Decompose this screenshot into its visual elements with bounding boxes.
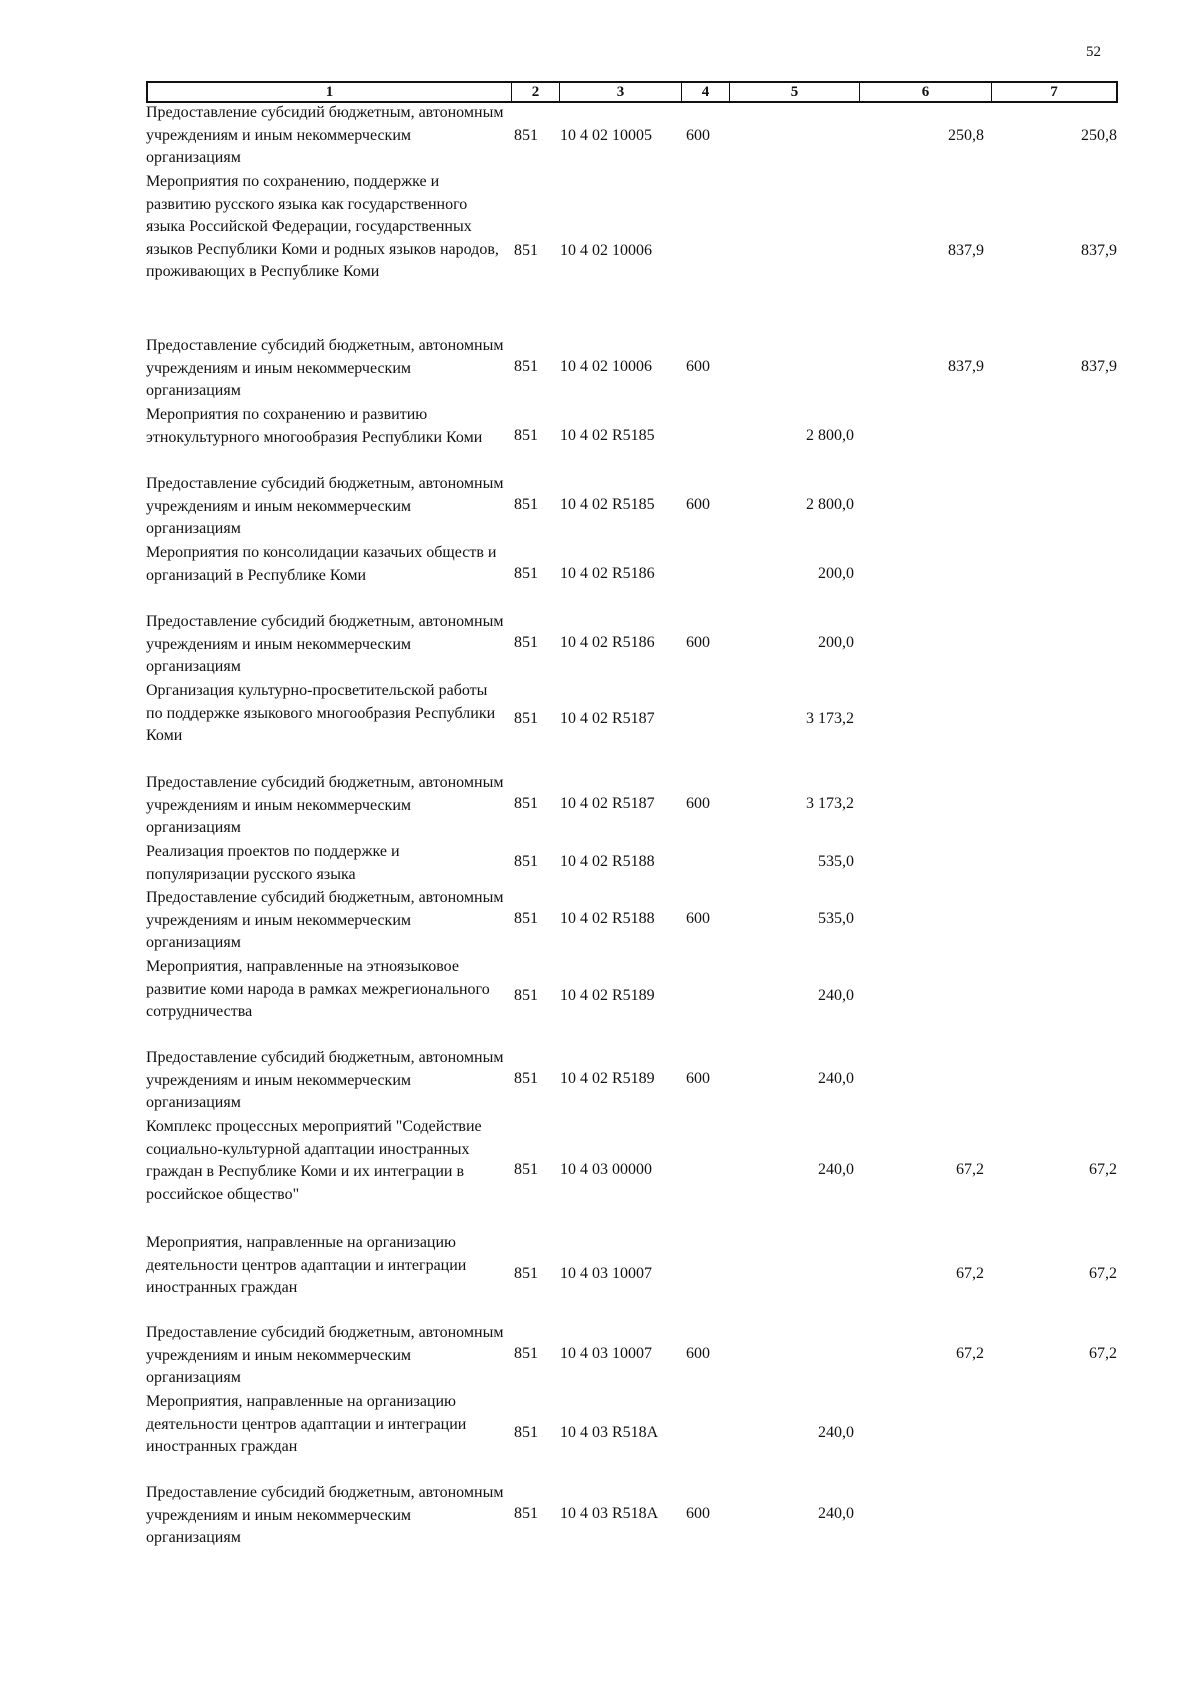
row-col-3: 10 4 03 10007 [560, 1345, 652, 1362]
row-col-7: 250,8 [1081, 127, 1117, 144]
row-col-3: 10 4 03 00000 [560, 1161, 652, 1178]
row-col-7: 837,9 [1081, 242, 1117, 259]
row-col-2: 851 [514, 242, 538, 259]
row-name: Предоставление субсидий бюджетным, автономным учреждениям и иным некоммерческим организациям [146, 104, 504, 166]
row-name: Мероприятия, направленные на организацию деятельности центров адаптации и интеграции иностранных граждан [146, 1234, 467, 1296]
row-col-2: 851 [514, 1161, 538, 1178]
row-name: Предоставление субсидий бюджетным, автономным учреждениям и иным некоммерческим организациям [146, 475, 504, 537]
page-number: 52 [1086, 44, 1101, 60]
row-col-2: 851 [514, 1505, 538, 1522]
row-col-4: 600 [686, 496, 710, 513]
row-col-2: 851 [514, 795, 538, 812]
row-col-3: 10 4 02 R5187 [560, 710, 655, 727]
row-col-6: 250,8 [948, 127, 984, 144]
row-col-4: 600 [686, 910, 710, 927]
row-name: Мероприятия по консолидации казачьих обществ и организаций в Республике Коми [146, 544, 497, 584]
row-col-3: 10 4 02 R5185 [560, 427, 655, 444]
row-name: Мероприятия, направленные на организацию деятельности центров адаптации и интеграции иностранных граждан [146, 1393, 467, 1455]
header-col-7: 7 [1050, 84, 1058, 100]
row-col-3: 10 4 02 10005 [560, 127, 652, 144]
row-col-3: 10 4 02 R5189 [560, 987, 655, 1004]
row-col-2: 851 [514, 358, 538, 375]
row-col-3: 10 4 03 10007 [560, 1265, 652, 1282]
row-col-3: 10 4 02 10006 [560, 358, 652, 375]
row-col-2: 851 [514, 427, 538, 444]
row-col-5: 3 173,2 [806, 710, 854, 727]
header-col-2: 2 [512, 83, 560, 101]
row-col-2: 851 [514, 853, 538, 870]
row-col-4: 600 [686, 1345, 710, 1362]
header-col-4: 4 [682, 83, 730, 101]
row-col-4: 600 [686, 634, 710, 651]
row-col-5: 2 800,0 [806, 496, 854, 513]
row-col-5: 200,0 [818, 565, 854, 582]
row-col-6: 837,9 [948, 242, 984, 259]
row-col-7: 67,2 [1089, 1161, 1117, 1178]
row-col-5: 240,0 [818, 1505, 854, 1522]
row-col-4: 600 [686, 795, 710, 812]
row-col-6: 67,2 [956, 1345, 984, 1362]
row-col-3: 10 4 02 R5187 [560, 795, 655, 812]
row-col-3: 10 4 02 R5185 [560, 496, 655, 513]
row-col-5: 535,0 [818, 853, 854, 870]
row-col-5: 3 173,2 [806, 795, 854, 812]
row-col-5: 240,0 [818, 1424, 854, 1441]
row-col-4: 600 [686, 358, 710, 375]
row-name: Предоставление субсидий бюджетным, автономным учреждениям и иным некоммерческим организациям [146, 889, 504, 951]
header-col-1: 1 [148, 83, 512, 101]
row-name: Мероприятия по сохранению и развитию этнокультурного многообразия Республики Коми [146, 406, 483, 446]
header-col-6: 6 [860, 83, 992, 101]
row-col-4: 600 [686, 1505, 710, 1522]
row-col-5: 2 800,0 [806, 427, 854, 444]
row-col-3: 10 4 02 R5189 [560, 1070, 655, 1087]
row-name: Предоставление субсидий бюджетным, автономным учреждениям и иным некоммерческим организациям [146, 1324, 504, 1386]
row-name: Организация культурно-просветительской работы по поддержке языкового многообразия Республики Коми [146, 682, 496, 744]
row-col-2: 851 [514, 496, 538, 513]
row-col-6: 67,2 [956, 1161, 984, 1178]
row-col-3: 10 4 02 R5188 [560, 853, 655, 870]
row-col-3: 10 4 03 R518A [560, 1424, 659, 1441]
row-col-3: 10 4 03 R518A [560, 1505, 659, 1522]
row-col-7: 67,2 [1089, 1265, 1117, 1282]
row-name: Комплекс процессных мероприятий "Содействие социально-культурной адаптации иностранных граждан в Республике Коми и их интеграции в российское общество" [146, 1118, 482, 1203]
row-col-2: 851 [514, 634, 538, 651]
row-col-5: 535,0 [818, 910, 854, 927]
row-col-4: 600 [686, 1070, 710, 1087]
row-name: Предоставление субсидий бюджетным, автономным учреждениям и иным некоммерческим организациям [146, 337, 504, 399]
row-col-2: 851 [514, 127, 538, 144]
row-col-5: 240,0 [818, 1161, 854, 1178]
row-col-3: 10 4 02 R5186 [560, 565, 655, 582]
row-col-5: 200,0 [818, 634, 854, 651]
row-col-2: 851 [514, 910, 538, 927]
row-name: Реализация проектов по поддержке и популяризации русского языка [146, 843, 400, 883]
row-col-2: 851 [514, 1424, 538, 1441]
row-col-2: 851 [514, 1265, 538, 1282]
row-col-4: 600 [686, 127, 710, 144]
row-col-3: 10 4 02 R5188 [560, 910, 655, 927]
row-col-3: 10 4 02 10006 [560, 242, 652, 259]
row-col-6: 67,2 [956, 1265, 984, 1282]
row-name: Мероприятия по сохранению, поддержке и развитию русского языка как государственного языка Российской Федерации, государственных языков Республики Коми и родных языков народов, проживающих в Республике Коми [146, 173, 499, 280]
row-col-7: 67,2 [1089, 1345, 1117, 1362]
row-name: Предоставление субсидий бюджетным, автономным учреждениям и иным некоммерческим организациям [146, 774, 504, 836]
row-col-3: 10 4 02 R5186 [560, 634, 655, 651]
row-col-2: 851 [514, 1345, 538, 1362]
row-col-2: 851 [514, 987, 538, 1004]
row-name: Предоставление субсидий бюджетным, автономным учреждениям и иным некоммерческим организациям [146, 1049, 504, 1111]
table-header [146, 81, 1118, 103]
row-col-2: 851 [514, 710, 538, 727]
row-col-7: 837,9 [1081, 358, 1117, 375]
row-name: Предоставление субсидий бюджетным, автономным учреждениям и иным некоммерческим организациям [146, 1484, 504, 1546]
row-col-5: 240,0 [818, 1070, 854, 1087]
header-col-3: 3 [560, 83, 682, 101]
row-name: Мероприятия, направленные на этноязыковое развитие коми народа в рамках межрегионального сотрудничества [146, 958, 490, 1020]
row-name: Предоставление субсидий бюджетным, автономным учреждениям и иным некоммерческим организациям [146, 613, 504, 675]
row-col-2: 851 [514, 1070, 538, 1087]
row-col-2: 851 [514, 565, 538, 582]
row-col-6: 837,9 [948, 358, 984, 375]
header-col-5: 5 [730, 83, 860, 101]
row-col-5: 240,0 [818, 987, 854, 1004]
